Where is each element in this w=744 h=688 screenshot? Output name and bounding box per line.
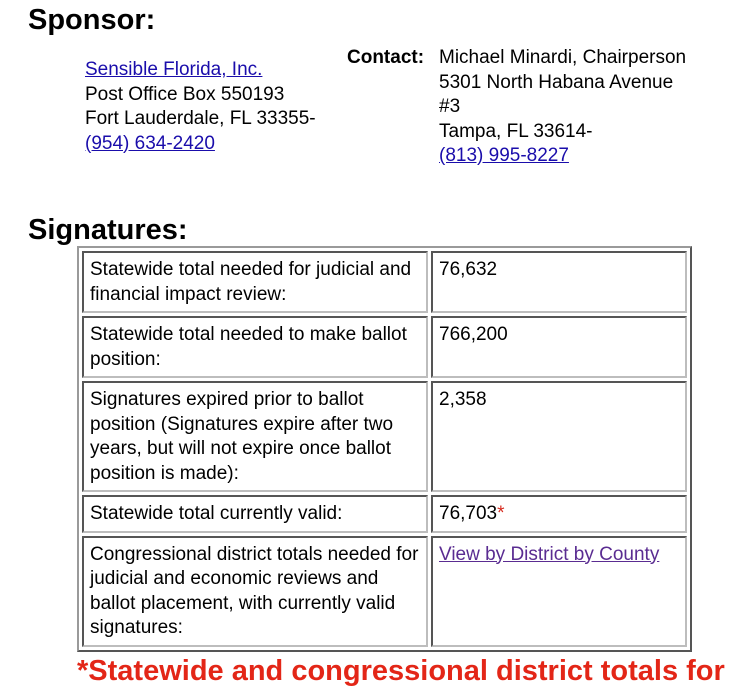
row-value: 2,358 bbox=[431, 381, 687, 492]
sponsor-address-line2: Fort Lauderdale, FL 33355- bbox=[85, 108, 316, 129]
row-label: Signatures expired prior to ballot position (Signatures expire after two years, but will not expire once ballot position is made): bbox=[82, 381, 428, 492]
footnote-text: *Statewide and congressional district totals for bbox=[77, 655, 725, 687]
sponsor-phone-link[interactable]: (954) 634-2420 bbox=[85, 132, 215, 154]
row-value-cell bbox=[431, 495, 687, 533]
view-by-district-link[interactable]: View by District by County bbox=[439, 543, 660, 565]
contact-street: 5301 North Habana Avenue bbox=[439, 71, 674, 93]
table-row bbox=[82, 316, 687, 378]
row-label: Statewide total needed for judicial and financial impact review: bbox=[82, 251, 428, 313]
row-value: 766,200 bbox=[431, 316, 687, 378]
contact-name: Michael Minardi, Chairperson bbox=[439, 47, 687, 68]
sponsor-name-link[interactable]: Sensible Florida, Inc. bbox=[85, 59, 263, 80]
sponsor-heading: Sponsor: bbox=[28, 4, 156, 36]
sponsor-address-line1: Post Office Box 550193 bbox=[85, 83, 285, 105]
contact-label: Contact: bbox=[347, 47, 425, 68]
footnote-marker: * bbox=[497, 503, 505, 524]
sponsor-details bbox=[85, 58, 316, 156]
row-value: 76,632 bbox=[431, 251, 687, 313]
row-value: 76,703 bbox=[439, 503, 498, 524]
table-row bbox=[82, 251, 687, 313]
row-link-cell bbox=[431, 536, 687, 647]
contact-unit: #3 bbox=[439, 96, 461, 117]
row-label: Congressional district totals needed for judicial and economic reviews and ballot placement, with currently valid signatures: bbox=[82, 536, 428, 647]
table-row bbox=[82, 536, 687, 647]
contact-details bbox=[439, 46, 686, 169]
row-label: Statewide total currently valid: bbox=[82, 495, 428, 533]
row-label: Statewide total needed to make ballot position: bbox=[82, 316, 428, 378]
signatures-table bbox=[77, 246, 692, 652]
table-row bbox=[82, 381, 687, 492]
contact-city-state-zip: Tampa, FL 33614- bbox=[439, 120, 593, 142]
signatures-heading: Signatures: bbox=[28, 214, 188, 246]
contact-phone-link[interactable]: (813) 995-8227 bbox=[439, 145, 569, 166]
table-row bbox=[82, 495, 687, 533]
